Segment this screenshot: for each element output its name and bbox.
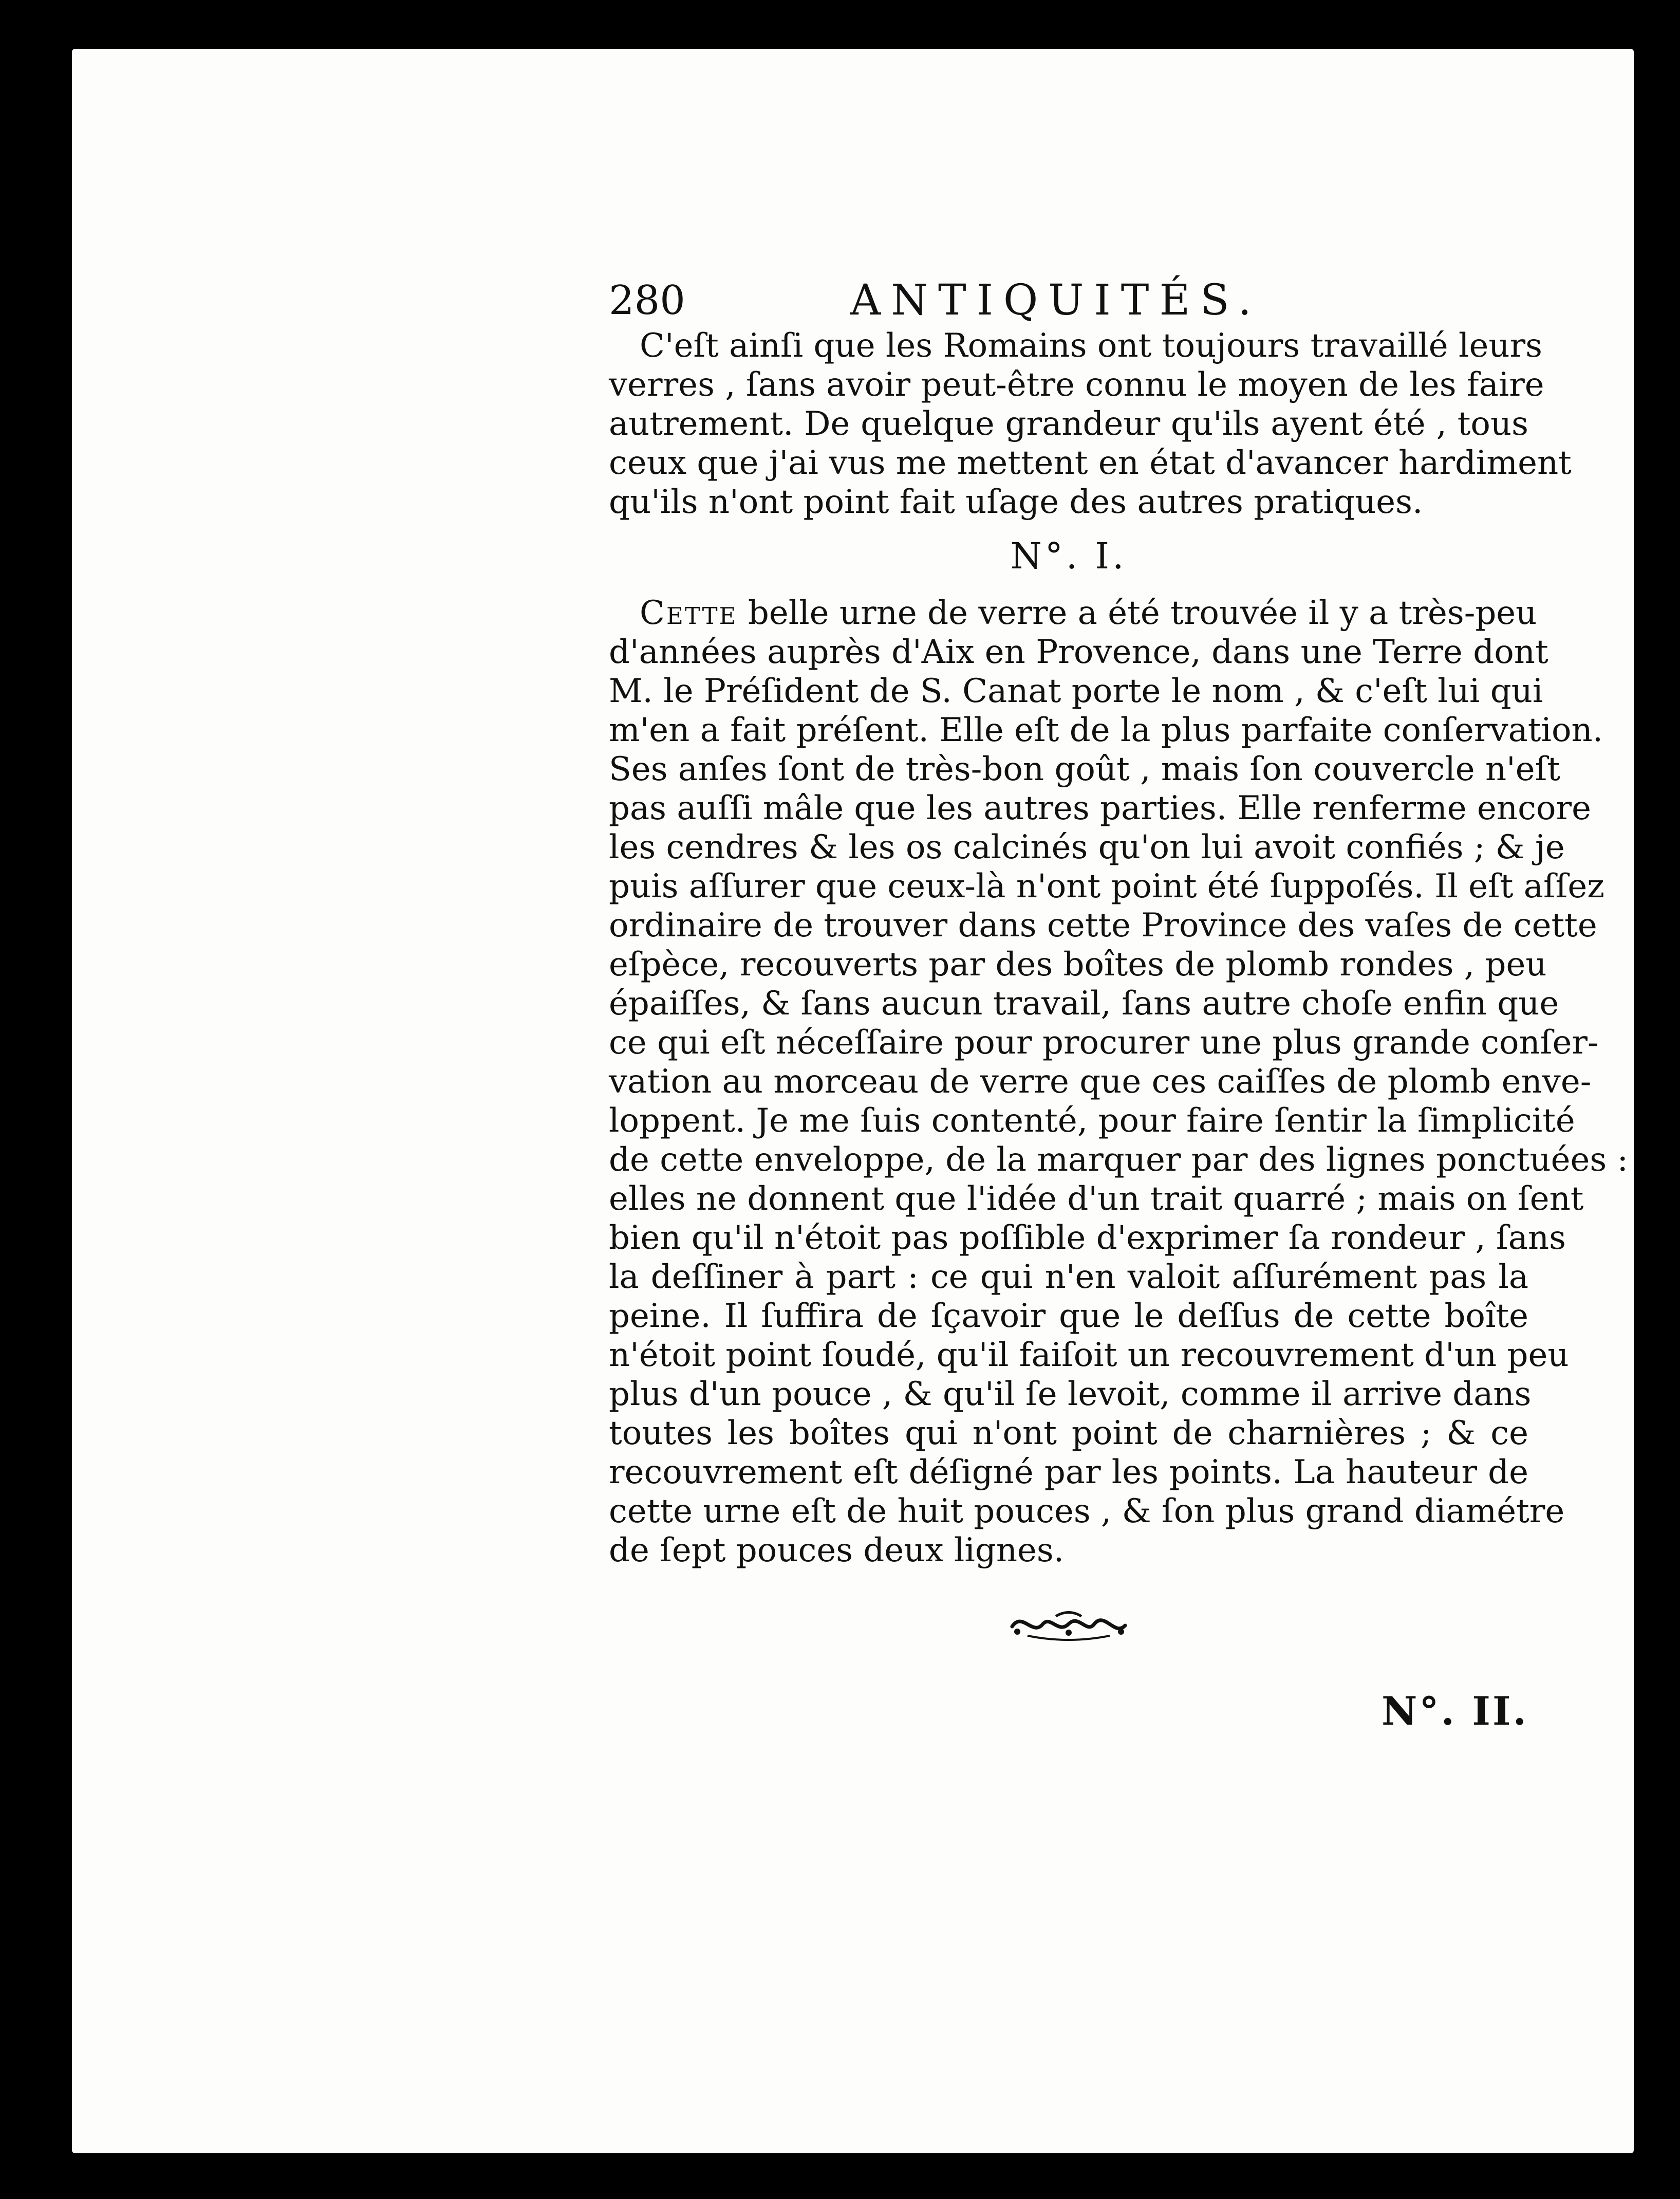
text-line: loppent. Je me ſuis contenté, pour faire ſentir la ſimplicité (609, 1102, 1575, 1140)
text-line: ceux que j'ai vus me mettent en état d'avancer hardiment (609, 444, 1572, 482)
opening-word: Cette (640, 594, 738, 632)
text-line: toutes les boîtes qui n'ont point de charnières ; & ce (609, 1414, 1528, 1452)
text-line: pas auſſi mâle que les autres parties. Elle renferme encore (609, 789, 1591, 827)
running-head (609, 275, 1528, 326)
text-line: M. le Préſident de S. Canat porte le nom , & c'eſt lui qui (609, 672, 1543, 710)
intro-paragraph (609, 326, 1572, 522)
page-number: 280 (609, 278, 685, 324)
text-line: plus d'un pouce , & qu'il ſe levoit, comme il arrive dans (609, 1375, 1532, 1413)
catchword: N°. II. (1382, 1688, 1528, 1734)
text-line: n'étoit point ſoudé, qu'il faiſoit un recouvrement d'un peu (609, 1336, 1569, 1374)
text-line: de cette enveloppe, de la marquer par des lignes ponctuées : (609, 1141, 1629, 1179)
text-line: eſpèce, recouverts par des boîtes de plomb rondes , peu (609, 946, 1547, 984)
text-line: cette urne eſt de huit pouces , & ſon plus grand diamétre (609, 1492, 1565, 1530)
fleuron-icon (1007, 1606, 1130, 1642)
book-page (72, 49, 1634, 2153)
text-line: peine. Il ſuffira de ſçavoir que le deſſus de cette boîte (609, 1297, 1528, 1335)
text-line: Ses anſes ſont de très-bon goût , mais ſon couvercle n'eſt (609, 750, 1561, 788)
text-line: elles ne donnent que l'idée d'un trait quarré ; mais on ſent (609, 1180, 1584, 1218)
text-line: la deſſiner à part : ce qui n'en valoit aſſurément pas la (609, 1258, 1528, 1296)
section-heading: N°. I. (1010, 535, 1127, 577)
catchword-row (609, 1688, 1528, 1745)
opening-line-rest: belle urne de verre a été trouvée il y a très-peu (737, 594, 1537, 632)
text-line: autrement. De quelque grandeur qu'ils ayent été , tous (609, 405, 1528, 443)
text-line: ce qui eſt néceſſaire pour procurer une plus grande conſer- (609, 1024, 1599, 1062)
ornament-icon (609, 1606, 1528, 1652)
text-line: bien qu'il n'étoit pas poſſible d'exprimer ſa rondeur , ſans (609, 1219, 1566, 1257)
text-line: qu'ils n'ont point fait uſage des autres pratiques. (609, 483, 1423, 521)
text-line: puis aſſurer que ceux-là n'ont point été ſuppoſés. Il eſt aſſez (609, 867, 1604, 906)
page-content (609, 275, 1629, 1745)
text-line: C'eſt ainſi que les Romains ont toujours travaillé leurs (640, 327, 1542, 365)
text-line: les cendres & les os calcinés qu'on lui avoit confiés ; & je (609, 828, 1565, 866)
text-line: épaiſſes, & ſans aucun travail, ſans autre choſe enfin que (609, 985, 1559, 1023)
text-line: verres , ſans avoir peut-être connu le moyen de les faire (609, 366, 1544, 404)
running-title: ANTIQUITÉS. (850, 276, 1262, 325)
text-line: m'en a fait préſent. Elle eſt de la plus parfaite conſervation. (609, 711, 1603, 749)
text-line (609, 594, 1537, 633)
text-line: de ſept pouces deux lignes. (609, 1531, 1065, 1569)
section-paragraph (609, 594, 1629, 1570)
text-line: vation au morceau de verre que ces caiſſes de plomb enve- (609, 1063, 1592, 1101)
text-line: recouvrement eſt déſigné par les points. La hauteur de (609, 1453, 1528, 1491)
text-line: ordinaire de trouver dans cette Province des vaſes de cette (609, 907, 1597, 945)
text-line: d'années auprès d'Aix en Provence, dans une Terre dont (609, 633, 1548, 671)
